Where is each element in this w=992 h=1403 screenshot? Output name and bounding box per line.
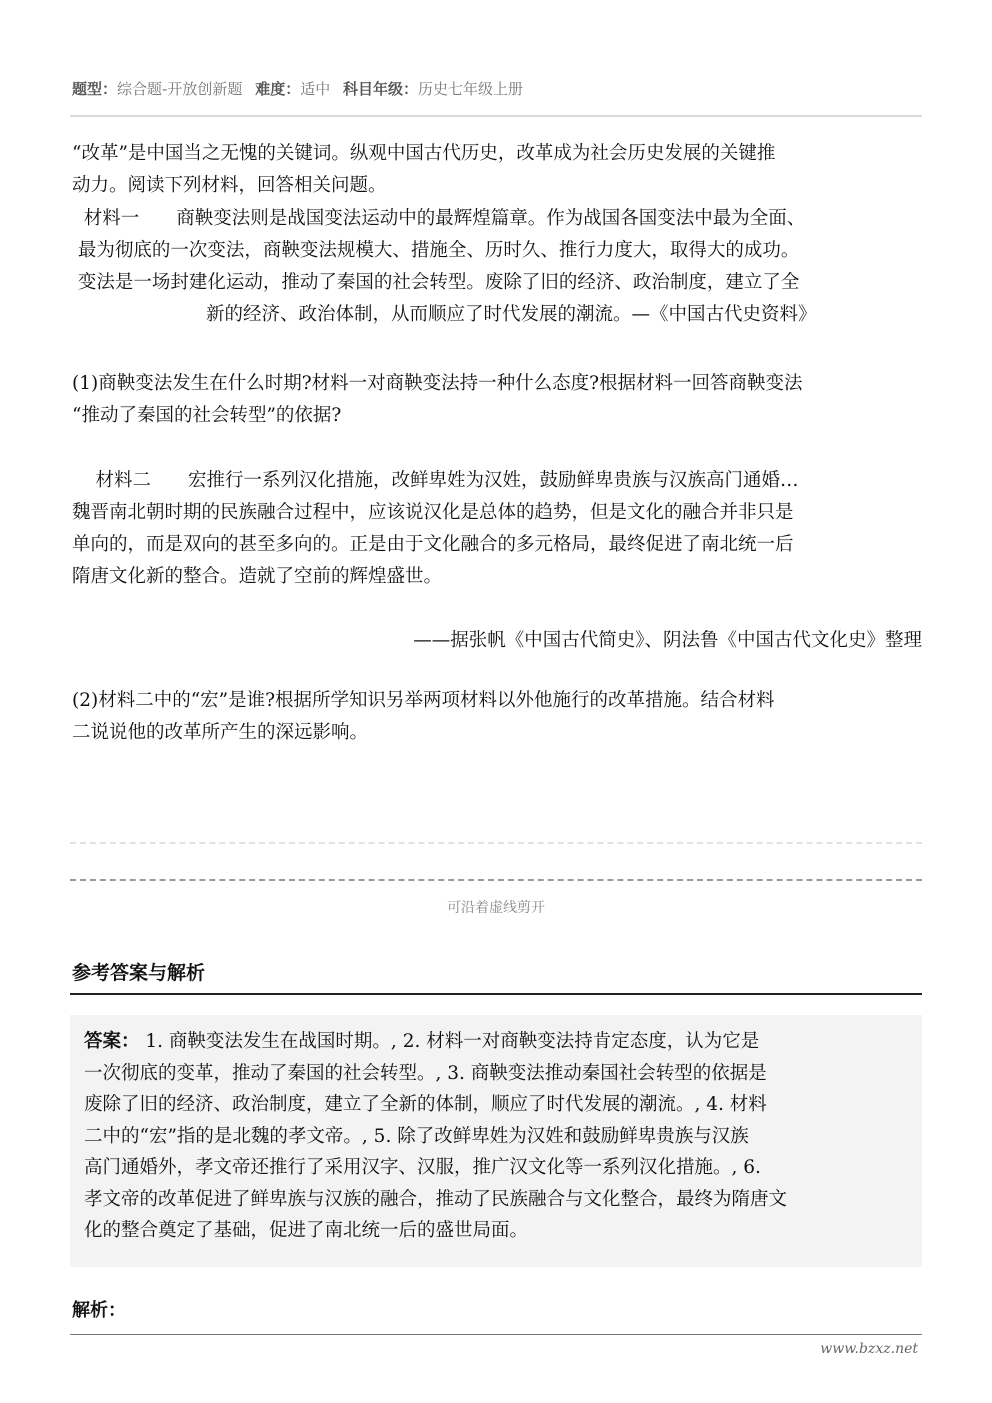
difficulty-value: 适中 [300, 80, 331, 98]
analysis-label: 解析： [72, 1300, 126, 1321]
sub-question-1-line: “推动了秦国的社会转型”的依据? [72, 405, 342, 426]
material-2 [72, 465, 799, 593]
sub-question-2-line: (2)材料二中的“宏”是谁?根据所学知识另举两项材料以外他施行的改革措施。结合材料 [72, 690, 775, 711]
intro-line: 动力。阅读下列材料，回答相关问题。 [72, 175, 387, 196]
answer-line: 化的整合奠定了基础，促进了南北统一后的盛世局面。 [84, 1220, 529, 1241]
answer-line: 一次彻底的变革，推动了秦国的社会转型。, 3. 商鞅变法推动秦国社会转型的依据是 [84, 1062, 767, 1084]
answer-line: 高门通婚外，孝文帝还推行了采用汉字、汉服，推广汉文化等一系列汉化措施。, 6. [84, 1157, 761, 1178]
cut-dashed-line [70, 879, 922, 881]
material-2-source: ——据张帆《中国古代简史》、阴法鲁《中国古代文化史》整理 [413, 630, 922, 651]
material-2-line: 魏晋南北朝时期的民族融合过程中，应该说汉化是总体的趋势，但是文化的融合并非只是 [72, 502, 794, 523]
dashed-divider-light [70, 842, 922, 844]
answer-title-divider [70, 993, 922, 995]
material-1-line: 新的经济、政治体制，从而顺应了时代发展的潮流。—《中国古代史资料》 [206, 304, 817, 325]
difficulty-label: 难度： [255, 80, 301, 98]
material-2-line: 隋唐文化新的整合。造就了空前的辉煌盛世。 [72, 566, 443, 587]
answer-content [84, 1026, 787, 1247]
material-2-line: 材料二 宏推行一系列汉化措施，改鲜卑姓为汉姓，鼓励鲜卑贵族与汉族高门通婚… [72, 470, 799, 491]
footer-divider [70, 1334, 922, 1335]
intro-line: “改革”是中国当之无愧的关键词。纵观中国古代历史，改革成为社会历史发展的关键推 [72, 143, 776, 164]
material-2-line: 单向的，而是双向的甚至多向的。正是由于文化融合的多元格局，最终促进了南北统一后 [72, 534, 794, 555]
cut-line-label: 可沿着虚线剪开 [447, 900, 545, 916]
header-divider [70, 115, 922, 117]
sub-question-2 [72, 685, 775, 749]
material-1-line: 变法是一场封建化运动，推动了秦国的社会转型。废除了旧的经济、政治制度，建立了全 [72, 272, 800, 293]
answer-line: 二中的“宏”指的是北魏的孝文帝。, 5. 除了改鲜卑姓为汉姓和鼓励鲜卑贵族与汉族 [84, 1125, 749, 1147]
question-intro [72, 138, 775, 202]
answer-label: 答案： [84, 1031, 140, 1052]
question-meta [72, 78, 523, 99]
material-1-line: 材料一 商鞅变法则是战国变法运动中的最辉煌篇章。作为战国各国变法中最为全面、 [72, 208, 806, 229]
type-value: 综合题-开放创新题 [117, 80, 243, 98]
answer-line: 废除了旧的经济、政治制度，建立了全新的体制，顺应了时代发展的潮流。, 4. 材料 [84, 1094, 767, 1115]
material-1 [72, 203, 817, 331]
sub-question-1 [72, 368, 803, 432]
site-watermark: www.bzxz.net [820, 1341, 918, 1357]
type-label: 题型： [72, 80, 118, 98]
subject-value: 历史七年级上册 [418, 80, 524, 98]
subject-label: 科目年级： [343, 80, 419, 98]
answer-line: 1. 商鞅变法发生在战国时期。, 2. 材料一对商鞅变法持肯定态度，认为它是 [139, 1031, 760, 1052]
sub-question-2-line: 二说说他的改革所产生的深远影响。 [72, 722, 369, 743]
answer-line: 孝文帝的改革促进了鲜卑族与汉族的融合，推动了民族融合与文化整合，最终为隋唐文 [84, 1188, 788, 1210]
sub-question-1-line: (1)商鞅变法发生在什么时期?材料一对商鞅变法持一种什么态度?根据材料一回答商鞅变法 [72, 373, 803, 394]
answer-section-title: 参考答案与解析 [72, 962, 206, 984]
material-1-line: 最为彻底的一次变法，商鞅变法规模大、措施全、历时久、推行力度大，取得大的成功。 [72, 240, 800, 261]
